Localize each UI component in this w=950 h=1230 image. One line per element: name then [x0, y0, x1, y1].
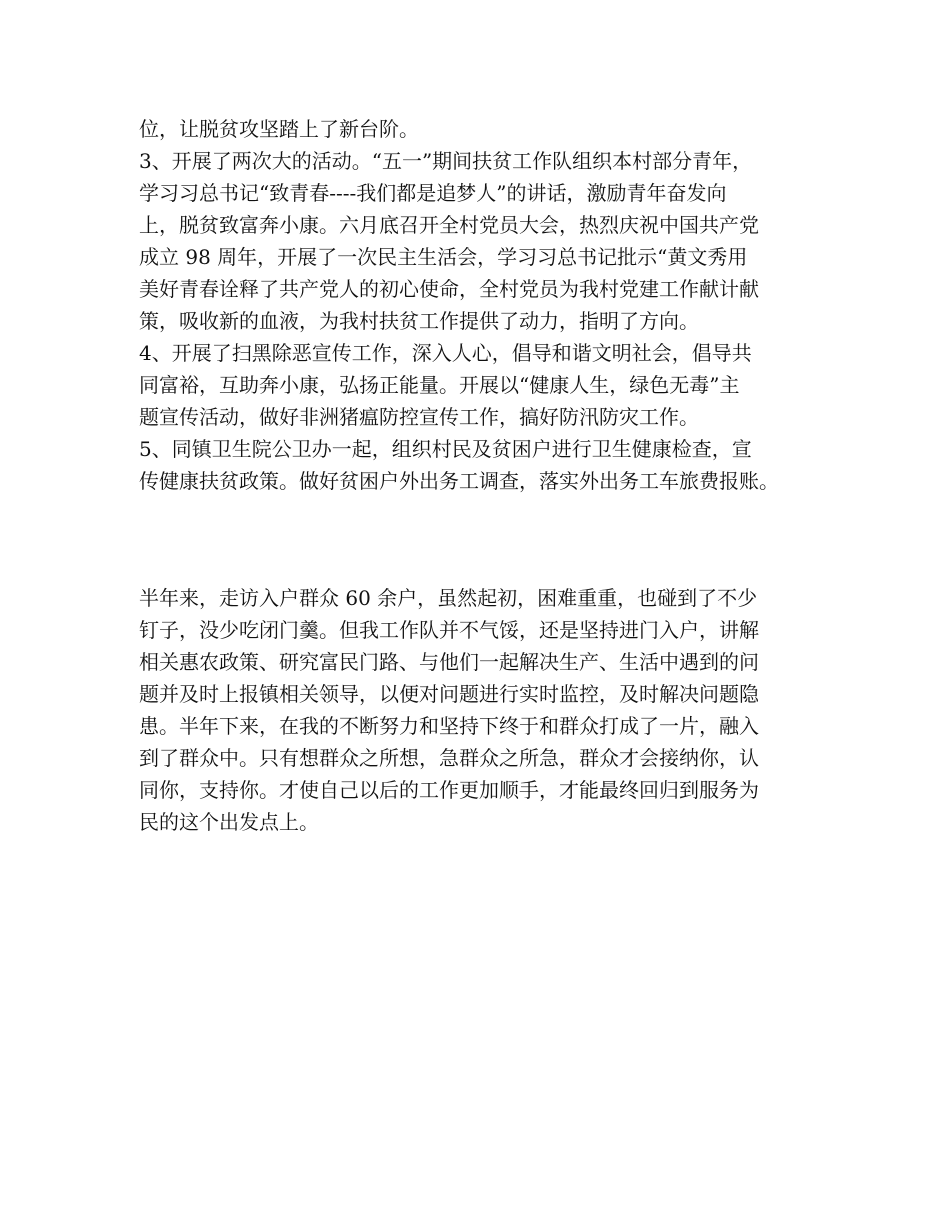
paragraph-line: 传健康扶贫政策。做好贫困户外出务工调查，落实外出务工车旅费报账。: [139, 469, 779, 493]
paragraph-line: 题宣传活动，做好非洲猪瘟防控宣传工作，搞好防汛防灾工作。: [139, 405, 699, 429]
paragraph-line: 位，让脱贫攻坚踏上了新台阶。: [139, 117, 419, 141]
summary-paragraph: [139, 582, 839, 838]
paragraph-line: 策，吸收新的血液，为我村扶贫工作提供了动力，指明了方向。: [139, 309, 699, 333]
paragraph-line: 成立 98 周年，开展了一次民主生活会，学习习总书记批示“黄文秀用: [139, 245, 748, 269]
paragraph-line: 到了群众中。只有想群众之所想，急群众之所急，群众才会接纳你，认: [139, 746, 759, 770]
paragraph-line: 钉子，没少吃闭门羹。但我工作队并不气馁，还是坚持进门入户，讲解: [139, 618, 759, 642]
paragraph-line: 5、同镇卫生院公卫办一起，组织村民及贫困户进行卫生健康检查，宣: [139, 437, 752, 461]
paragraph-line: 题并及时上报镇相关领导，以便对问题进行实时监控，及时解决问题隐: [139, 682, 759, 706]
paragraph-line: 患。半年下来，在我的不断努力和坚持下终于和群众打成了一片，融入: [139, 714, 759, 738]
paragraph-line: 同你，支持你。才使自己以后的工作更加顺手，才能最终回归到服务为: [139, 778, 759, 802]
paragraph-line: 美好青春诠释了共产党人的初心使命，全村党员为我村党建工作献计献: [139, 277, 759, 301]
activities-section: [139, 113, 839, 497]
paragraph-line: 半年来，走访入户群众 60 余户，虽然起初，困难重重，也碰到了不少: [139, 586, 758, 610]
paragraph-line: 相关惠农政策、研究富民门路、与他们一起解决生产、生活中遇到的问: [139, 650, 759, 674]
paragraph-line: 同富裕，互助奔小康，弘扬正能量。开展以“健康人生，绿色无毒”主: [139, 373, 740, 397]
paragraph-line: 4、开展了扫黑除恶宣传工作，深入人心，倡导和谐文明社会，倡导共: [139, 341, 752, 365]
paragraph-line: 3、开展了两次大的活动。“五一”期间扶贫工作队组织本村部分青年，: [139, 149, 753, 173]
paragraph-line: 民的这个出发点上。: [139, 810, 319, 834]
paragraph-line: 学习习总书记“致青春----我们都是追梦人”的讲话，激励青年奋发向: [139, 181, 727, 205]
paragraph-line: 上，脱贫致富奔小康。六月底召开全村党员大会，热烈庆祝中国共产党: [139, 213, 759, 237]
